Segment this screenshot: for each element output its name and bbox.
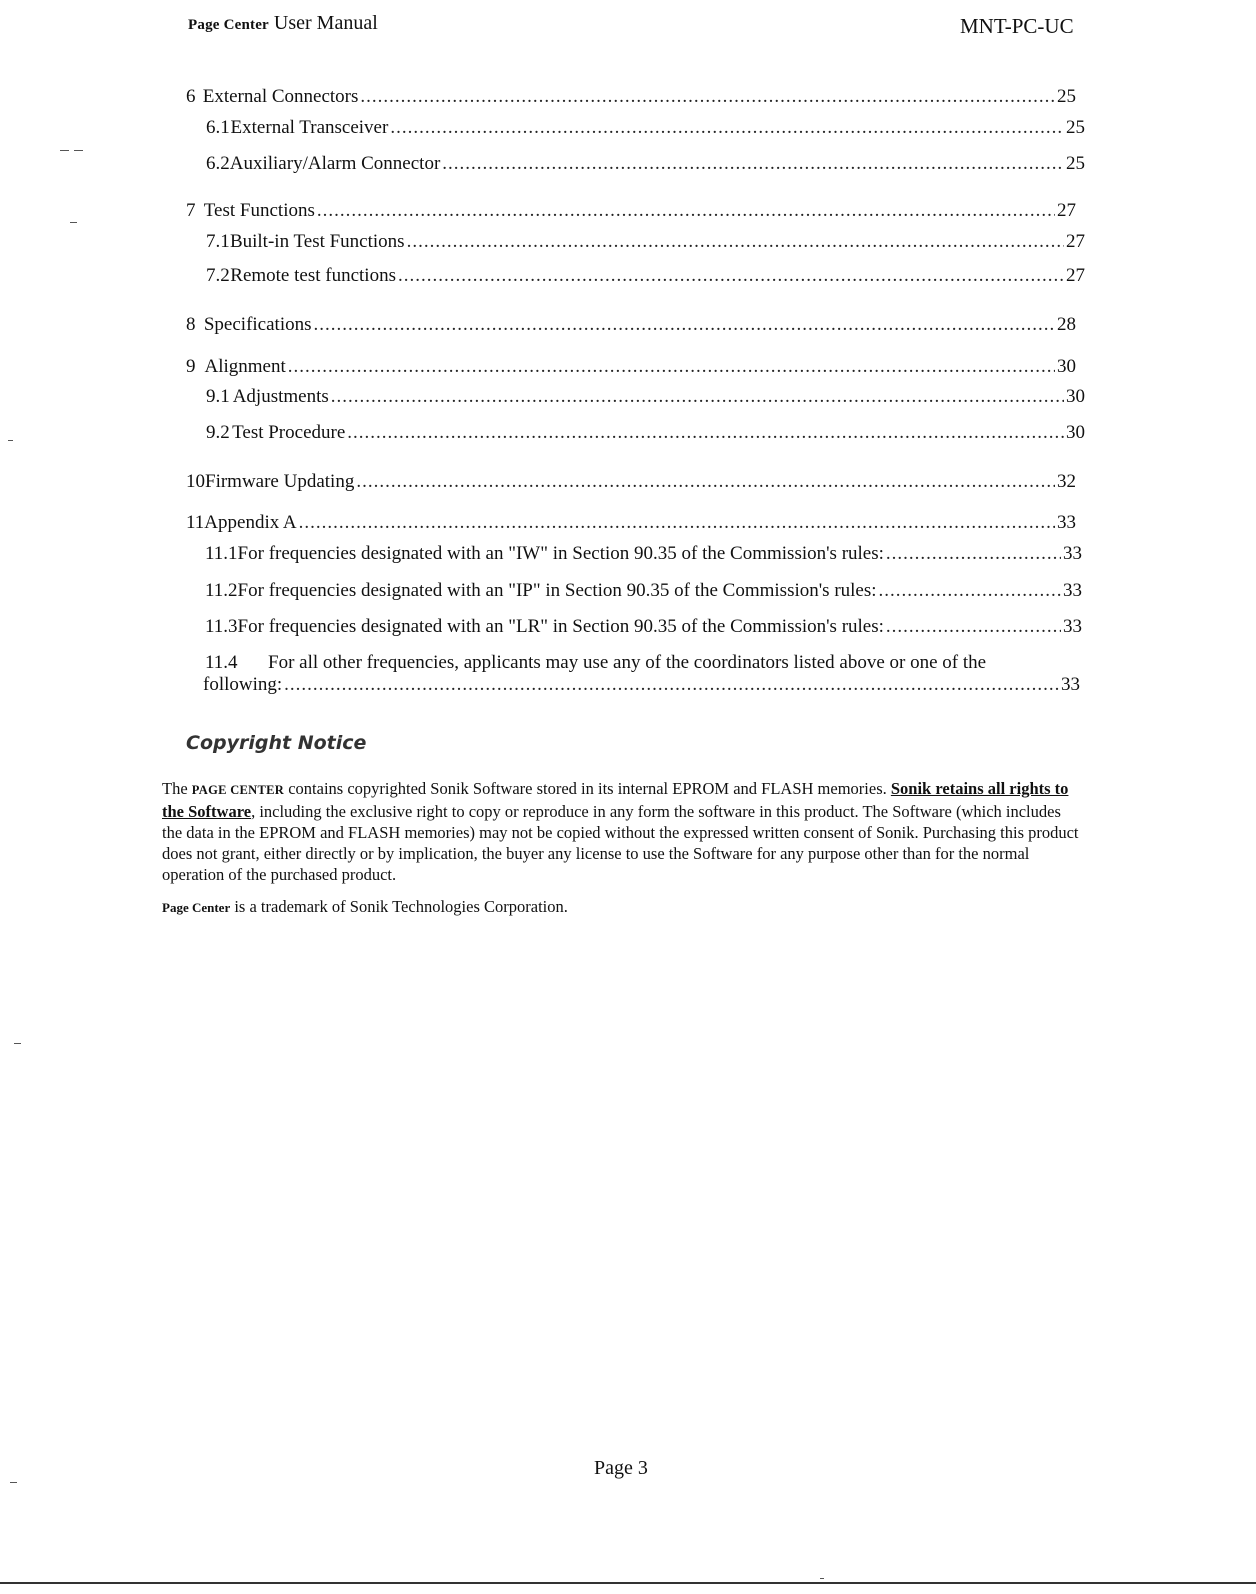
toc-number: 8 — [186, 314, 196, 335]
toc-title: Alignment — [204, 356, 286, 377]
toc-entry[interactable] — [206, 153, 1085, 175]
toc-page-number: 28 — [1057, 314, 1076, 335]
toc-leader — [879, 580, 1061, 602]
text-run: The — [162, 779, 192, 798]
toc-title: External Transceiver — [230, 117, 389, 138]
bottom-rule — [0, 1582, 1256, 1584]
toc-number: 11.2 — [205, 580, 238, 601]
toc-entry[interactable] — [205, 580, 1082, 602]
text-run: , including the exclusive right to copy or reproduce in any form the software in this product. The Software (which includes the data in the EPROM and FLASH memories) may not be copied without the expressed written consent of Sonik. Purchasing this product does not grant, either directly or by implication, the buyer any license to use the Software for any purpose other than for the normal operation of the purchased product. — [162, 802, 1079, 884]
toc-leader — [886, 543, 1061, 565]
text-run: contains copyrighted Sonik Software stored in its internal EPROM and FLASH memories. — [284, 779, 891, 798]
toc-entry[interactable] — [186, 356, 1076, 378]
scan-mark — [820, 1578, 824, 1579]
toc-number: 7.2 — [206, 265, 230, 286]
running-header-left — [188, 12, 378, 35]
toc-page-number: 27 — [1057, 200, 1076, 221]
toc-leader — [288, 356, 1055, 378]
toc-number: 6.1 — [206, 117, 230, 138]
toc-entry[interactable] — [206, 422, 1085, 444]
toc-page-number: 33 — [1063, 580, 1082, 601]
toc-page-number: 32 — [1057, 471, 1076, 492]
toc-leader — [407, 231, 1064, 253]
toc-leader — [390, 117, 1064, 139]
toc-entry[interactable] — [206, 386, 1085, 408]
text-run: is a trademark of Sonik Technologies Corporation. — [230, 897, 568, 916]
toc-entry[interactable] — [186, 314, 1076, 336]
toc-title-line-1: For all other frequencies, applicants may use any of the coordinators listed above or one of the — [268, 652, 987, 673]
toc-leader — [317, 200, 1055, 222]
toc-leader — [347, 422, 1064, 444]
toc-number: 6.2 — [206, 153, 230, 174]
toc-page-number: 30 — [1066, 386, 1085, 407]
toc-leader — [886, 616, 1061, 638]
toc-entry[interactable] — [205, 616, 1082, 638]
toc-number: 11.1 — [205, 543, 238, 564]
copyright-heading: Copyright Notice — [186, 732, 367, 754]
toc-entry[interactable] — [186, 86, 1076, 108]
toc-title: Test Functions — [203, 200, 315, 221]
toc-line-1 — [203, 652, 1080, 674]
toc-page-number: 33 — [1063, 543, 1082, 564]
toc-leader — [398, 265, 1064, 287]
scan-mark — [60, 150, 69, 151]
toc-number: 7 — [186, 200, 196, 221]
toc-number: 11.4 — [205, 652, 238, 673]
toc-page-number: 27 — [1066, 231, 1085, 252]
toc-number: 9.1 — [206, 386, 230, 407]
toc-entry[interactable] — [203, 652, 1080, 696]
toc-leader — [442, 153, 1064, 175]
toc-title: Adjustments — [232, 386, 329, 407]
page-number-footer: Page 3 — [594, 1457, 648, 1479]
toc-leader — [356, 471, 1055, 493]
toc-line-2 — [203, 674, 1080, 696]
scan-mark — [74, 150, 83, 151]
toc-title: External Connectors — [202, 86, 359, 107]
toc-title: Built-in Test Functions — [229, 231, 405, 252]
toc-page-number: 25 — [1066, 117, 1085, 138]
trademark-paragraph — [162, 896, 1082, 918]
toc-page-number: 25 — [1057, 86, 1076, 107]
toc-page-number: 30 — [1066, 422, 1085, 443]
toc-page-number: 27 — [1066, 265, 1085, 286]
toc-entry[interactable] — [206, 117, 1085, 139]
scan-mark — [70, 222, 77, 223]
product-name: Page Center — [162, 900, 231, 915]
toc-entry[interactable] — [186, 471, 1076, 493]
toc-leader — [284, 674, 1059, 696]
toc-leader — [314, 314, 1056, 336]
header-brand: Page Center — [188, 17, 269, 33]
scan-mark — [10, 1482, 17, 1483]
toc-page-number: 33 — [1057, 512, 1076, 533]
toc-entry[interactable] — [186, 200, 1076, 222]
toc-title: Test Procedure — [232, 422, 346, 443]
toc-title: Specifications — [203, 314, 312, 335]
toc-title: For frequencies designated with an "IW" in Section 90.35 of the Commission's rules: — [237, 543, 884, 564]
toc-entry[interactable] — [186, 512, 1076, 534]
toc-leader — [331, 386, 1064, 408]
toc-number: 7.1 — [206, 231, 230, 252]
toc-entry[interactable] — [206, 231, 1085, 253]
toc-leader — [299, 512, 1055, 534]
toc-title-line-2: following: — [203, 674, 283, 695]
header-doc-code: MNT-PC-UC — [960, 14, 1074, 38]
toc-page-number: 33 — [1061, 674, 1080, 695]
toc-page-number: 30 — [1057, 356, 1076, 377]
header-title: User Manual — [273, 12, 378, 34]
toc-entry[interactable] — [206, 265, 1085, 287]
scan-mark — [8, 440, 13, 441]
toc-title: For frequencies designated with an "LR" in Section 90.35 of the Commission's rules: — [237, 616, 884, 637]
copyright-paragraph — [162, 778, 1082, 885]
toc-title: For frequencies designated with an "IP" in Section 90.35 of the Commission's rules: — [237, 580, 877, 601]
toc-leader — [360, 86, 1055, 108]
toc-page-number: 25 — [1066, 153, 1085, 174]
toc-number: 11 — [186, 512, 205, 533]
toc-number: 9.2 — [206, 422, 230, 443]
toc-title: Appendix A — [204, 512, 297, 533]
toc-number: 10 — [186, 471, 205, 492]
toc-title: Remote test functions — [230, 265, 396, 286]
toc-number: 6 — [186, 86, 196, 107]
scan-mark — [14, 1043, 21, 1044]
product-name: PAGE CENTER — [191, 783, 285, 797]
rights-statement: Sonik retains all rights to the Software — [162, 779, 1069, 821]
toc-number: 9 — [186, 356, 196, 377]
toc-title: Firmware Updating — [205, 471, 355, 492]
toc-number: 11.3 — [205, 616, 238, 637]
toc-title: Auxiliary/Alarm Connector — [229, 153, 441, 174]
toc-entry[interactable] — [205, 543, 1082, 565]
toc-page-number: 33 — [1063, 616, 1082, 637]
